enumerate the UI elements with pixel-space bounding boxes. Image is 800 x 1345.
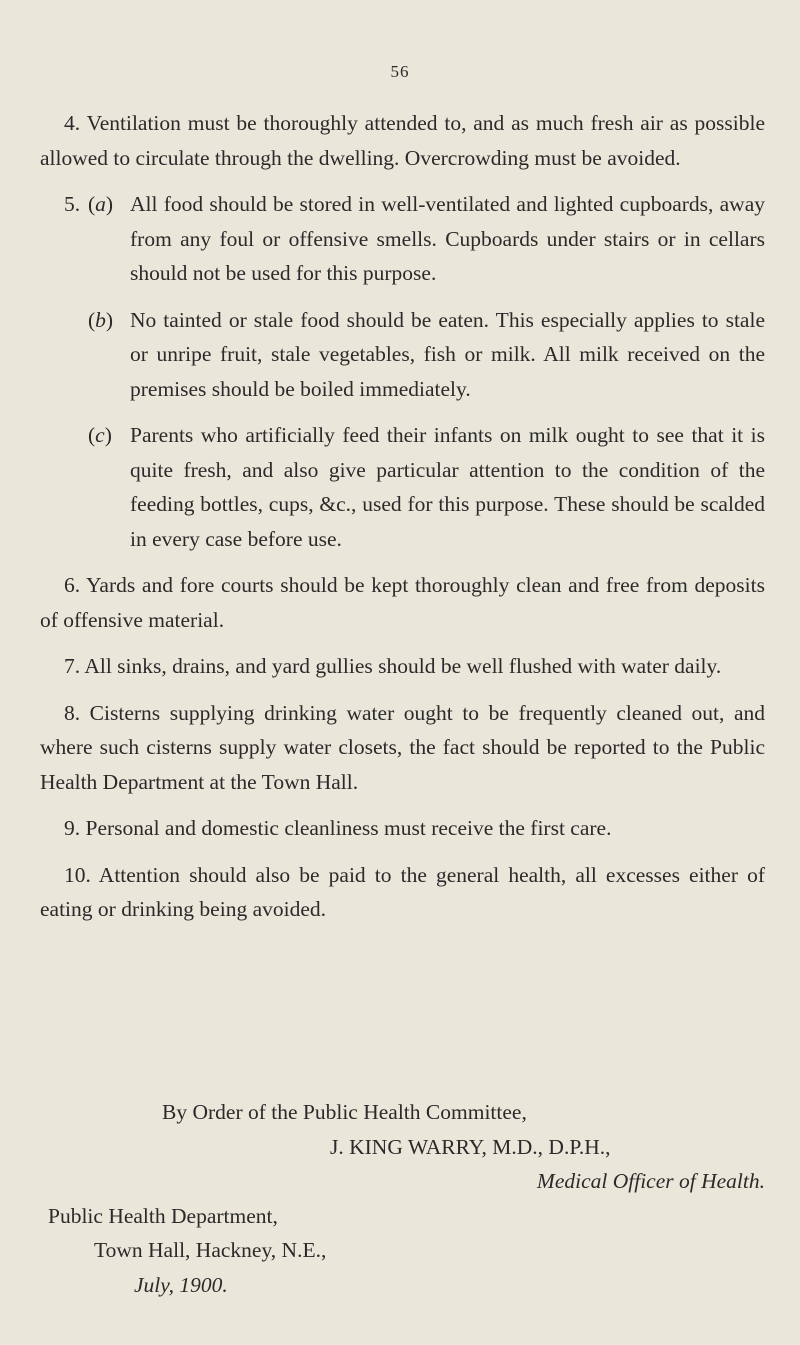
subitem-b-letter: b — [95, 307, 106, 332]
subitem-a-marker: (a) — [88, 192, 114, 216]
paragraph-4: 4. Ventilation must be thoroughly attended to, and as much fresh air as possible allowed to circulate through the dwelling. Overcrowding must be avoided. — [40, 111, 765, 170]
department-address: Town Hall, Hackney, N.E., — [94, 1238, 327, 1262]
subitem-c-text: Parents who artificially feed their infants on milk ought to see that it is quite fresh, and also give particular attention to the condition of the feeding bottles, cups, &c., used for this purpose. These should be scalded in every case before use. — [130, 423, 765, 551]
paragraph-6: 6. Yards and fore courts should be kept thoroughly clean and free from deposits of offensive material. — [40, 573, 765, 632]
subitem-c-letter: c — [95, 423, 105, 447]
paragraph-10: 10. Attention should also be paid to the general health, all excesses either of eating or drinking being avoided. — [40, 862, 765, 921]
regulations-body — [40, 106, 765, 927]
subitem-c-marker: (c) — [88, 423, 112, 447]
paragraph-5-number: 5. — [64, 192, 81, 216]
page-number: 56 — [390, 62, 410, 81]
paragraph-5b — [40, 303, 765, 407]
paragraph-7: 7. All sinks, drains, and yard gullies should be well flushed with water daily. — [64, 654, 722, 678]
paragraph-8: 8. Cisterns supplying drinking water ought to be frequently cleaned out, and where such cisterns supply water closets, the fact should be reported to the Public Health Department at the Town Hall. — [40, 700, 765, 794]
paragraph-9: 9. Personal and domestic cleanliness must receive the first care. — [64, 816, 612, 840]
subitem-b-marker: (b) — [88, 307, 114, 332]
paragraph-5a — [40, 187, 765, 291]
subitem-a-letter: a — [95, 192, 106, 216]
subitem-b-text: No tainted or stale food should be eaten. This especially applies to stale or unripe fruit, stale vegetables, fish or milk. All milk received on the premises should be boiled immediately. — [130, 307, 765, 401]
paragraph-5c — [40, 418, 765, 556]
officer-name: J. KING WARRY, M.D., D.P.H., — [330, 1134, 611, 1159]
subitem-a-text: All food should be stored in well-ventilated and lighted cupboards, away from any foul or offensive smells. Cupboards under stairs or in cellars should not be used for this purpose. — [130, 192, 765, 285]
committee-order: By Order of the Public Health Committee, — [162, 1100, 527, 1124]
signoff-block — [40, 1095, 765, 1302]
department-name: Public Health Department, — [48, 1203, 278, 1228]
officer-title: Medical Officer of Health. — [536, 1169, 765, 1193]
document-date: July, 1900. — [134, 1272, 228, 1297]
